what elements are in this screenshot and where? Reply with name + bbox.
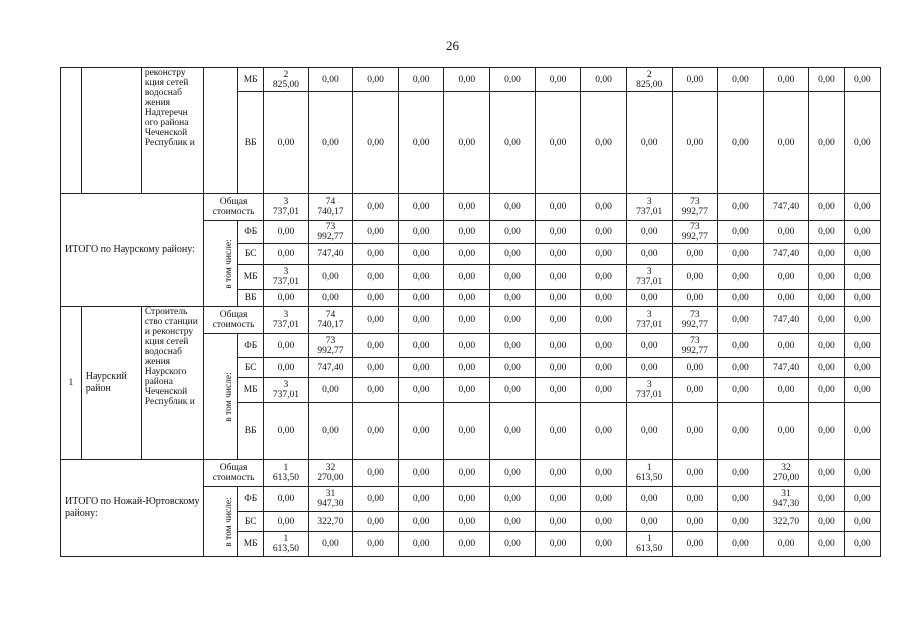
value-cell: 32 270,00 (308, 460, 353, 487)
value-cell: 0,00 (718, 307, 764, 334)
value-cell: 0,00 (844, 68, 880, 92)
value-cell: 0,00 (398, 358, 444, 378)
value-cell: 0,00 (398, 92, 444, 194)
value-cell: 747,40 (763, 358, 809, 378)
vertical-label: в том числе: (223, 371, 234, 422)
value-cell: 3 737,01 (264, 194, 309, 221)
value-cell: 0,00 (490, 460, 536, 487)
value-cell: 0,00 (581, 290, 627, 307)
value-cell: 3 737,01 (626, 265, 672, 290)
project-description: реконстру кция сетей водоснаб жения Надтеречн ого района Чеченской Республик и (141, 68, 203, 194)
funding-type: МБ (238, 68, 264, 92)
funding-type: БС (238, 244, 264, 265)
value-cell: 0,00 (490, 378, 536, 403)
value-cell: 0,00 (672, 68, 718, 92)
funding-type: МБ (238, 378, 264, 403)
table-row (61, 68, 881, 92)
value-cell: 1 613,50 (264, 532, 309, 557)
value-cell: 0,00 (398, 307, 444, 334)
value-cell: 0,00 (353, 378, 399, 403)
value-cell: 0,00 (809, 290, 844, 307)
value-cell: 0,00 (535, 487, 581, 512)
value-cell: 0,00 (535, 378, 581, 403)
value-cell: 74 740,17 (308, 194, 353, 221)
value-cell: 0,00 (535, 265, 581, 290)
value-cell: 2 825,00 (626, 68, 672, 92)
value-cell: 31 947,30 (763, 487, 809, 512)
value-cell: 0,00 (444, 512, 490, 532)
vertical-label: в том числе: (223, 496, 234, 547)
value-cell: 0,00 (444, 487, 490, 512)
table-row (61, 307, 881, 334)
value-cell: 0,00 (581, 460, 627, 487)
value-cell: 0,00 (490, 244, 536, 265)
total-cost-label: Общая стоимость (204, 307, 264, 334)
value-cell: 0,00 (535, 290, 581, 307)
value-cell: 0,00 (353, 265, 399, 290)
value-cell: 0,00 (626, 290, 672, 307)
funding-type: ФБ (238, 487, 264, 512)
value-cell: 0,00 (353, 487, 399, 512)
value-cell: 0,00 (809, 460, 844, 487)
value-cell: 0,00 (264, 487, 309, 512)
value-cell: 0,00 (809, 358, 844, 378)
value-cell: 0,00 (581, 68, 627, 92)
value-cell: 0,00 (718, 358, 764, 378)
value-cell: 0,00 (353, 92, 399, 194)
value-cell: 0,00 (535, 244, 581, 265)
value-cell: 322,70 (308, 512, 353, 532)
value-cell: 0,00 (718, 92, 764, 194)
value-cell: 0,00 (581, 194, 627, 221)
value-cell: 31 947,30 (308, 487, 353, 512)
value-cell: 0,00 (490, 265, 536, 290)
value-cell: 0,00 (490, 194, 536, 221)
value-cell: 2 825,00 (264, 68, 309, 92)
value-cell: 0,00 (444, 358, 490, 378)
value-cell: 0,00 (353, 403, 399, 460)
value-cell: 0,00 (844, 194, 880, 221)
value-cell: 3 737,01 (626, 194, 672, 221)
value-cell: 0,00 (672, 358, 718, 378)
value-cell: 0,00 (353, 244, 399, 265)
value-cell: 0,00 (626, 92, 672, 194)
value-cell: 0,00 (535, 221, 581, 244)
value-cell: 0,00 (763, 403, 809, 460)
value-cell: 0,00 (844, 221, 880, 244)
value-cell: 0,00 (763, 265, 809, 290)
value-cell: 0,00 (809, 221, 844, 244)
value-cell: 0,00 (308, 92, 353, 194)
value-cell: 0,00 (581, 532, 627, 557)
value-cell: 0,00 (535, 92, 581, 194)
value-cell: 73 992,77 (672, 334, 718, 358)
value-cell: 0,00 (490, 403, 536, 460)
funding-type: ФБ (238, 334, 264, 358)
value-cell: 0,00 (444, 460, 490, 487)
value-cell: 0,00 (398, 265, 444, 290)
value-cell: 0,00 (490, 290, 536, 307)
value-cell: 0,00 (444, 403, 490, 460)
value-cell: 0,00 (535, 403, 581, 460)
value-cell: 0,00 (308, 290, 353, 307)
value-cell: 0,00 (844, 307, 880, 334)
value-cell: 0,00 (809, 378, 844, 403)
row-index: 1 (61, 307, 82, 460)
funding-type: ВБ (238, 290, 264, 307)
value-cell: 0,00 (398, 378, 444, 403)
value-cell: 0,00 (444, 194, 490, 221)
value-cell: 0,00 (718, 378, 764, 403)
value-cell: 0,00 (672, 244, 718, 265)
value-cell: 0,00 (353, 68, 399, 92)
value-cell: 0,00 (844, 512, 880, 532)
table-cell (204, 334, 238, 460)
table-row (61, 460, 881, 487)
value-cell: 0,00 (581, 92, 627, 194)
value-cell: 0,00 (535, 334, 581, 358)
value-cell: 0,00 (809, 512, 844, 532)
funding-type: БС (238, 358, 264, 378)
value-cell: 0,00 (444, 244, 490, 265)
total-cost-label: Общая стоимость (204, 194, 264, 221)
value-cell: 0,00 (490, 487, 536, 512)
value-cell: 0,00 (672, 403, 718, 460)
page-number: 26 (446, 38, 459, 53)
value-cell: 1 613,50 (626, 532, 672, 557)
value-cell: 0,00 (809, 194, 844, 221)
value-cell: 0,00 (581, 378, 627, 403)
value-cell: 747,40 (763, 194, 809, 221)
value-cell: 0,00 (672, 265, 718, 290)
value-cell: 0,00 (626, 221, 672, 244)
value-cell: 0,00 (353, 221, 399, 244)
value-cell: 0,00 (718, 334, 764, 358)
project-description: Строитель ство станции и реконстру кция сетей водоснаб жения Наурского района Чеченской Республик и (141, 307, 203, 460)
value-cell: 0,00 (535, 532, 581, 557)
value-cell: 0,00 (398, 244, 444, 265)
value-cell: 0,00 (672, 532, 718, 557)
value-cell: 0,00 (626, 487, 672, 512)
value-cell: 0,00 (308, 378, 353, 403)
value-cell: 0,00 (444, 532, 490, 557)
value-cell: 0,00 (490, 68, 536, 92)
value-cell: 0,00 (809, 244, 844, 265)
value-cell: 0,00 (626, 334, 672, 358)
value-cell: 0,00 (809, 307, 844, 334)
value-cell: 0,00 (490, 358, 536, 378)
value-cell: 73 992,77 (308, 334, 353, 358)
district-total-label: ИТОГО по Наурскому району: (61, 194, 204, 307)
value-cell: 0,00 (581, 244, 627, 265)
funding-type: ВБ (238, 92, 264, 194)
value-cell: 0,00 (353, 512, 399, 532)
funding-type: БС (238, 512, 264, 532)
value-cell: 3 737,01 (626, 378, 672, 403)
value-cell: 0,00 (264, 221, 309, 244)
district-name: Наурский район (81, 307, 141, 460)
value-cell: 0,00 (353, 307, 399, 334)
value-cell: 747,40 (763, 244, 809, 265)
value-cell: 0,00 (809, 265, 844, 290)
value-cell: 0,00 (264, 290, 309, 307)
value-cell: 0,00 (308, 532, 353, 557)
budget-table (60, 67, 881, 557)
value-cell: 0,00 (844, 334, 880, 358)
value-cell: 0,00 (809, 403, 844, 460)
value-cell: 0,00 (844, 460, 880, 487)
value-cell: 0,00 (264, 403, 309, 460)
value-cell: 0,00 (308, 403, 353, 460)
value-cell: 0,00 (535, 358, 581, 378)
value-cell: 0,00 (264, 244, 309, 265)
value-cell: 73 992,77 (672, 221, 718, 244)
value-cell: 0,00 (398, 194, 444, 221)
total-cost-label: Общая стоимость (204, 460, 264, 487)
vertical-label: в том числе: (223, 238, 234, 289)
value-cell: 0,00 (353, 194, 399, 221)
value-cell: 0,00 (581, 265, 627, 290)
value-cell: 0,00 (581, 403, 627, 460)
value-cell: 0,00 (308, 68, 353, 92)
value-cell: 0,00 (626, 358, 672, 378)
value-cell: 0,00 (763, 378, 809, 403)
value-cell: 0,00 (535, 68, 581, 92)
value-cell: 0,00 (535, 460, 581, 487)
value-cell: 0,00 (763, 92, 809, 194)
value-cell: 0,00 (398, 460, 444, 487)
value-cell: 0,00 (581, 307, 627, 334)
value-cell: 0,00 (763, 290, 809, 307)
value-cell: 0,00 (718, 487, 764, 512)
value-cell: 0,00 (672, 92, 718, 194)
value-cell: 0,00 (444, 307, 490, 334)
value-cell: 747,40 (763, 307, 809, 334)
value-cell: 0,00 (444, 290, 490, 307)
value-cell: 0,00 (490, 334, 536, 358)
value-cell: 0,00 (718, 244, 764, 265)
value-cell: 0,00 (581, 487, 627, 512)
index-cell (61, 68, 82, 194)
value-cell: 0,00 (490, 307, 536, 334)
value-cell: 0,00 (626, 512, 672, 532)
value-cell: 0,00 (672, 487, 718, 512)
value-cell: 0,00 (718, 512, 764, 532)
value-cell: 32 270,00 (763, 460, 809, 487)
district-total-label: ИТОГО по Ножай-Юртовскому району: (61, 460, 204, 557)
value-cell: 0,00 (718, 532, 764, 557)
value-cell: 0,00 (535, 512, 581, 532)
value-cell: 0,00 (844, 92, 880, 194)
value-cell: 0,00 (763, 221, 809, 244)
value-cell: 0,00 (398, 532, 444, 557)
value-cell: 0,00 (353, 334, 399, 358)
value-cell: 0,00 (444, 334, 490, 358)
value-cell: 0,00 (581, 512, 627, 532)
value-cell: 0,00 (398, 403, 444, 460)
value-cell: 0,00 (763, 532, 809, 557)
value-cell: 0,00 (718, 265, 764, 290)
value-cell: 0,00 (444, 265, 490, 290)
value-cell: 3 737,01 (264, 307, 309, 334)
value-cell: 0,00 (672, 512, 718, 532)
value-cell: 0,00 (581, 334, 627, 358)
value-cell: 0,00 (264, 358, 309, 378)
funding-type: ФБ (238, 221, 264, 244)
value-cell: 0,00 (844, 378, 880, 403)
value-cell: 0,00 (763, 68, 809, 92)
value-cell: 0,00 (398, 290, 444, 307)
table-cell (204, 487, 238, 557)
value-cell: 0,00 (809, 334, 844, 358)
value-cell: 0,00 (308, 265, 353, 290)
value-cell: 0,00 (844, 358, 880, 378)
value-cell: 0,00 (353, 460, 399, 487)
value-cell: 0,00 (718, 194, 764, 221)
value-cell: 0,00 (809, 68, 844, 92)
value-cell: 747,40 (308, 358, 353, 378)
value-cell: 0,00 (718, 221, 764, 244)
value-cell: 3 737,01 (264, 378, 309, 403)
value-cell: 0,00 (844, 244, 880, 265)
value-cell: 73 992,77 (308, 221, 353, 244)
value-cell: 0,00 (490, 512, 536, 532)
value-cell: 0,00 (398, 221, 444, 244)
blank-cell (204, 68, 238, 194)
value-cell: 0,00 (353, 358, 399, 378)
value-cell: 0,00 (398, 487, 444, 512)
value-cell: 0,00 (718, 68, 764, 92)
value-cell: 3 737,01 (264, 265, 309, 290)
value-cell: 74 740,17 (308, 307, 353, 334)
value-cell: 0,00 (581, 221, 627, 244)
value-cell: 0,00 (353, 290, 399, 307)
value-cell: 0,00 (844, 532, 880, 557)
value-cell: 0,00 (490, 221, 536, 244)
table-cell (204, 221, 238, 307)
value-cell: 3 737,01 (626, 307, 672, 334)
value-cell: 0,00 (535, 307, 581, 334)
value-cell: 0,00 (718, 290, 764, 307)
value-cell: 0,00 (490, 92, 536, 194)
value-cell: 0,00 (672, 460, 718, 487)
value-cell: 0,00 (444, 68, 490, 92)
value-cell: 0,00 (264, 92, 309, 194)
value-cell: 0,00 (398, 334, 444, 358)
value-cell: 0,00 (844, 403, 880, 460)
value-cell: 0,00 (672, 378, 718, 403)
value-cell: 0,00 (398, 512, 444, 532)
value-cell: 73 992,77 (672, 307, 718, 334)
value-cell: 0,00 (264, 512, 309, 532)
value-cell: 0,00 (809, 92, 844, 194)
value-cell: 0,00 (444, 378, 490, 403)
value-cell: 0,00 (718, 403, 764, 460)
value-cell: 0,00 (490, 532, 536, 557)
value-cell: 0,00 (844, 265, 880, 290)
value-cell: 73 992,77 (672, 194, 718, 221)
district-cell (81, 68, 141, 194)
value-cell: 0,00 (718, 460, 764, 487)
value-cell: 1 613,50 (264, 460, 309, 487)
value-cell: 322,70 (763, 512, 809, 532)
value-cell: 0,00 (581, 358, 627, 378)
value-cell: 0,00 (809, 487, 844, 512)
value-cell: 0,00 (672, 290, 718, 307)
value-cell: 0,00 (444, 92, 490, 194)
funding-type: МБ (238, 532, 264, 557)
value-cell: 0,00 (264, 334, 309, 358)
value-cell: 0,00 (626, 403, 672, 460)
funding-type: ВБ (238, 403, 264, 460)
value-cell: 0,00 (844, 487, 880, 512)
value-cell: 0,00 (535, 194, 581, 221)
value-cell: 0,00 (809, 532, 844, 557)
funding-type: МБ (238, 265, 264, 290)
value-cell: 747,40 (308, 244, 353, 265)
value-cell: 0,00 (844, 290, 880, 307)
value-cell: 0,00 (763, 334, 809, 358)
table-row (61, 194, 881, 221)
value-cell: 0,00 (626, 244, 672, 265)
value-cell: 0,00 (398, 68, 444, 92)
value-cell: 0,00 (444, 221, 490, 244)
value-cell: 0,00 (353, 532, 399, 557)
value-cell: 1 613,50 (626, 460, 672, 487)
